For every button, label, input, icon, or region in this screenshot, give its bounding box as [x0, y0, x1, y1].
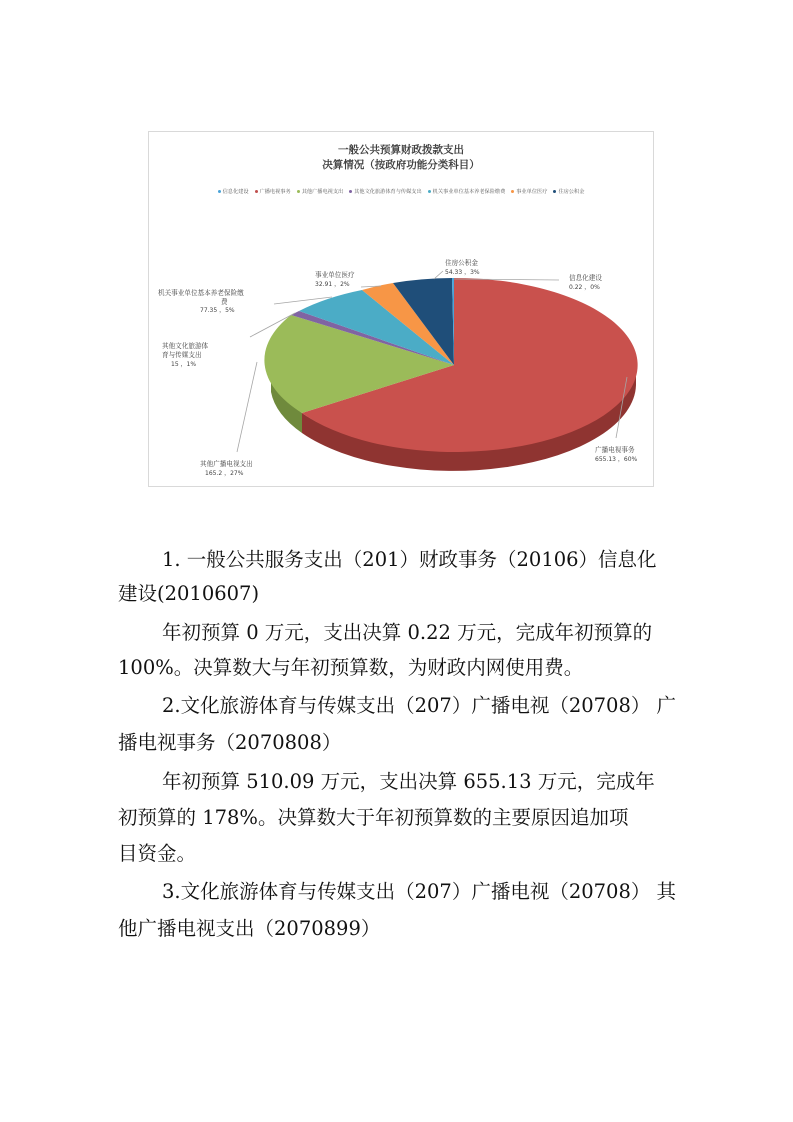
legend-label: 其他文化旅游体育与传媒支出	[354, 189, 422, 195]
label-tv-other-value: 165.2 ，27%	[205, 470, 244, 477]
label-tv-affairs-name: 广播电视事务	[595, 446, 635, 454]
leader-tv-other	[237, 362, 257, 452]
label-pension-line1: 机关事业单位基本养老保险缴	[158, 289, 244, 297]
label-culture-value: 15 ，1%	[171, 361, 197, 368]
paragraph-5-line1: 3.文化旅游体育与传媒支出（207）广播电视（20708） 其	[162, 880, 677, 903]
label-housing-value: 54.33 ，3%	[445, 269, 480, 276]
legend-label: 信息化建设	[222, 189, 249, 195]
label-info-value: 0.22 ，0%	[569, 284, 600, 291]
legend-label: 事业单位医疗	[516, 189, 548, 195]
chart-title-line1: 一般公共预算财政拨款支出	[338, 144, 464, 156]
legend-label: 其他广播电视支出	[301, 189, 344, 195]
paragraph-2-line2: 100%。决算数大与年初预算数，为财政内网使用费。	[118, 656, 584, 679]
legend-label: 住房公积金	[558, 189, 585, 195]
paragraph-2-line1: 年初预算 0 万元，支出决算 0.22 万元，完成年初预算的	[162, 621, 653, 644]
legend-label: 广播电视事务	[259, 189, 291, 195]
label-info-name: 信息化建设	[569, 274, 602, 282]
paragraph-3-line2: 播电视事务（2070808）	[118, 731, 342, 754]
paragraph-3-line1: 2.文化旅游体育与传媒支出（207）广播电视（20708） 广	[162, 694, 677, 717]
pie-graphic	[149, 132, 655, 488]
label-pension-line2: 费	[221, 298, 228, 306]
paragraph-4-line1: 年初预算 510.09 万元，支出决算 655.13 万元，完成年	[162, 770, 655, 793]
label-housing-name: 住房公积金	[445, 259, 478, 267]
label-medical-value: 32.91 ，2%	[315, 281, 350, 288]
label-culture-line2: 育与传媒支出	[162, 351, 202, 359]
paragraph-1-line1: 1. 一般公共服务支出（201）财政事务（20106）信息化	[162, 548, 657, 571]
leader-housing	[434, 271, 443, 279]
label-medical-name: 事业单位医疗	[315, 271, 355, 279]
paragraph-1-line2: 建设(2010607)	[118, 582, 260, 605]
chart-title-line2: 决算情况（按政府功能分类科目）	[322, 159, 480, 171]
label-tv-affairs-value: 655.13 ，60%	[595, 456, 638, 463]
label-pension-value: 77.35 ，5%	[200, 307, 235, 314]
label-tv-other-name: 其他广播电视支出	[200, 460, 253, 468]
pie-chart	[148, 131, 654, 487]
label-culture-line1: 其他文化旅游体	[162, 342, 209, 350]
paragraph-4-line2: 初预算的 178%。决算数大于年初预算数的主要原因追加项	[118, 806, 629, 829]
paragraph-5-line2: 他广播电视支出（2070899）	[118, 917, 381, 940]
paragraph-4-line3: 目资金。	[118, 842, 197, 865]
legend-label: 机关事业单位基本养老保险缴费	[432, 189, 506, 195]
